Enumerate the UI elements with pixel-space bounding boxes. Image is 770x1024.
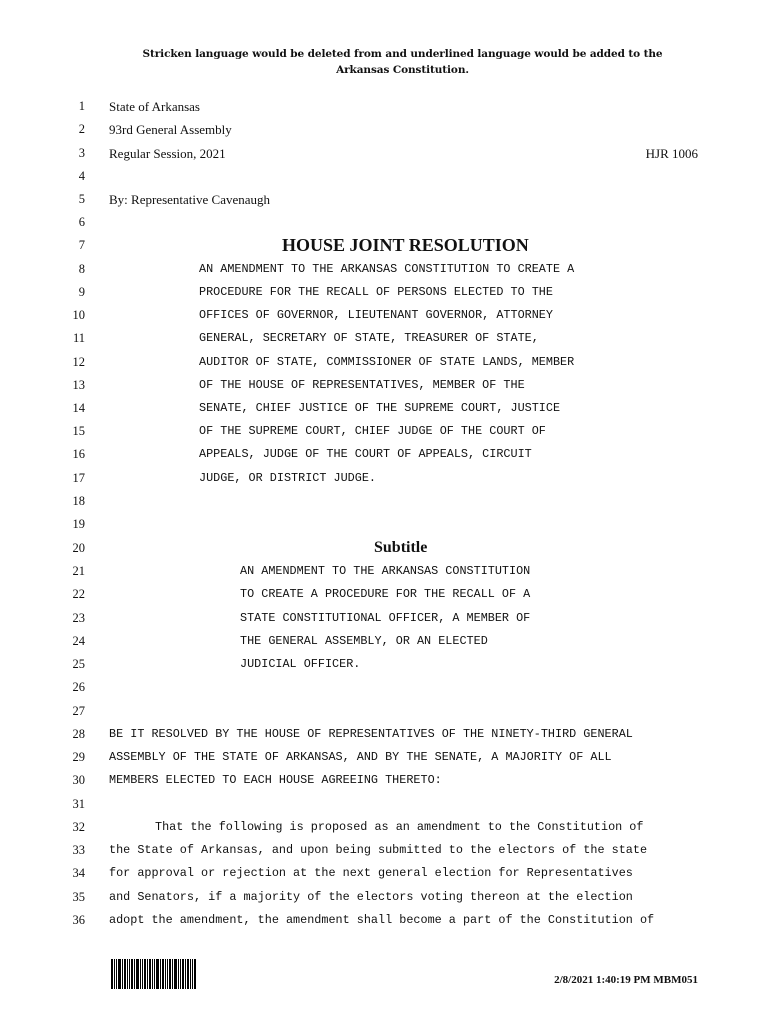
resolved-clause-line: ASSEMBLY OF THE STATE OF ARKANSAS, AND BY THE SENATE, A MAJORITY OF ALL bbox=[109, 750, 612, 764]
line-number: 18 bbox=[72, 494, 85, 508]
title-text-line: AN AMENDMENT TO THE ARKANSAS CONSTITUTION TO CREATE A bbox=[199, 262, 575, 276]
document-title: HOUSE JOINT RESOLUTION bbox=[282, 235, 529, 255]
line-number: 13 bbox=[72, 378, 85, 392]
body-text-line: and Senators, if a majority of the electors voting thereon at the election bbox=[109, 890, 633, 904]
line-number: 27 bbox=[72, 704, 85, 718]
body-text-line: for approval or rejection at the next general election for Representatives bbox=[109, 866, 633, 880]
line-number: 20 bbox=[72, 541, 85, 555]
line-number: 14 bbox=[72, 401, 85, 415]
title-text-line: OFFICES OF GOVERNOR, LIEUTENANT GOVERNOR, ATTORNEY bbox=[199, 308, 553, 322]
line-number: 35 bbox=[72, 890, 85, 904]
line-number: 34 bbox=[72, 866, 85, 880]
line-number: 22 bbox=[72, 587, 85, 601]
line-number: 24 bbox=[72, 634, 85, 648]
line-number: 1 bbox=[78, 99, 85, 113]
line-number: 16 bbox=[72, 447, 85, 461]
title-text-line: JUDGE, OR DISTRICT JUDGE. bbox=[199, 471, 376, 485]
line-number: 5 bbox=[78, 192, 85, 206]
line-number: 33 bbox=[72, 843, 85, 857]
line-number: 21 bbox=[72, 564, 85, 578]
body-text-line: adopt the amendment, the amendment shall become a part of the Constitution of bbox=[109, 913, 655, 927]
line-number: 12 bbox=[72, 355, 85, 369]
title-text-line: OF THE HOUSE OF REPRESENTATIVES, MEMBER OF THE bbox=[199, 378, 525, 392]
title-text-line: PROCEDURE FOR THE RECALL OF PERSONS ELECTED TO THE bbox=[199, 285, 553, 299]
line-number: 30 bbox=[72, 773, 85, 787]
line-number: 23 bbox=[72, 611, 85, 625]
resolved-clause-line: MEMBERS ELECTED TO EACH HOUSE AGREEING THERETO: bbox=[109, 773, 442, 787]
line-number: 25 bbox=[72, 657, 85, 671]
footer-timestamp: 2/8/2021 1:40:19 PM MBM051 bbox=[554, 974, 698, 986]
subtitle-text-line: STATE CONSTITUTIONAL OFFICER, A MEMBER OF bbox=[240, 611, 531, 625]
body-text-line: That the following is proposed as an amendment to the Constitution of bbox=[155, 820, 644, 834]
subtitle-heading: Subtitle bbox=[374, 539, 428, 556]
line-number: 2 bbox=[78, 122, 85, 136]
line-number: 10 bbox=[72, 308, 85, 322]
barcode-image bbox=[111, 959, 205, 989]
subtitle-text-line: THE GENERAL ASSEMBLY, OR AN ELECTED bbox=[240, 634, 488, 648]
line-number: 19 bbox=[72, 517, 85, 531]
line-number: 9 bbox=[78, 285, 85, 299]
body-text-line: the State of Arkansas, and upon being submitted to the electors of the state bbox=[109, 843, 648, 857]
title-text-line: OF THE SUPREME COURT, CHIEF JUDGE OF THE COURT OF bbox=[199, 424, 546, 438]
bill-number: HJR 1006 bbox=[645, 146, 698, 161]
line-number: 15 bbox=[72, 424, 85, 438]
title-text-line: AUDITOR OF STATE, COMMISSIONER OF STATE LANDS, MEMBER bbox=[199, 355, 575, 369]
general-assembly: 93rd General Assembly bbox=[109, 122, 232, 137]
subtitle-text-line: JUDICIAL OFFICER. bbox=[240, 657, 361, 671]
resolved-clause-line: BE IT RESOLVED BY THE HOUSE OF REPRESENTATIVES OF THE NINETY-THIRD GENERAL bbox=[109, 727, 633, 741]
line-number: 3 bbox=[78, 146, 85, 160]
sponsor: By: Representative Cavenaugh bbox=[109, 192, 271, 207]
title-text-line: GENERAL, SECRETARY OF STATE, TREASURER OF STATE, bbox=[199, 331, 539, 345]
line-number: 28 bbox=[72, 727, 85, 741]
title-text-line: APPEALS, JUDGE OF THE COURT OF APPEALS, CIRCUIT bbox=[199, 447, 532, 461]
line-number: 26 bbox=[72, 680, 85, 694]
line-number: 7 bbox=[78, 238, 85, 252]
line-number: 29 bbox=[72, 750, 85, 764]
line-number: 4 bbox=[78, 169, 85, 183]
line-number: 31 bbox=[72, 797, 85, 811]
line-number: 6 bbox=[78, 215, 85, 229]
subtitle-text-line: TO CREATE A PROCEDURE FOR THE RECALL OF A bbox=[240, 587, 531, 601]
title-text-line: SENATE, CHIEF JUSTICE OF THE SUPREME COURT, JUSTICE bbox=[199, 401, 561, 415]
line-number: 8 bbox=[78, 262, 85, 276]
state-name: State of Arkansas bbox=[109, 99, 200, 114]
subtitle-text-line: AN AMENDMENT TO THE ARKANSAS CONSTITUTION bbox=[240, 564, 531, 578]
line-number: 32 bbox=[72, 820, 85, 834]
stricken-language-notice: Stricken language would be deleted from and underlined language would be added to the Arkansas Constitution. bbox=[142, 48, 663, 76]
line-number: 36 bbox=[72, 913, 85, 927]
session: Regular Session, 2021 bbox=[109, 146, 226, 161]
line-number: 11 bbox=[72, 331, 85, 345]
line-number: 17 bbox=[72, 471, 85, 485]
